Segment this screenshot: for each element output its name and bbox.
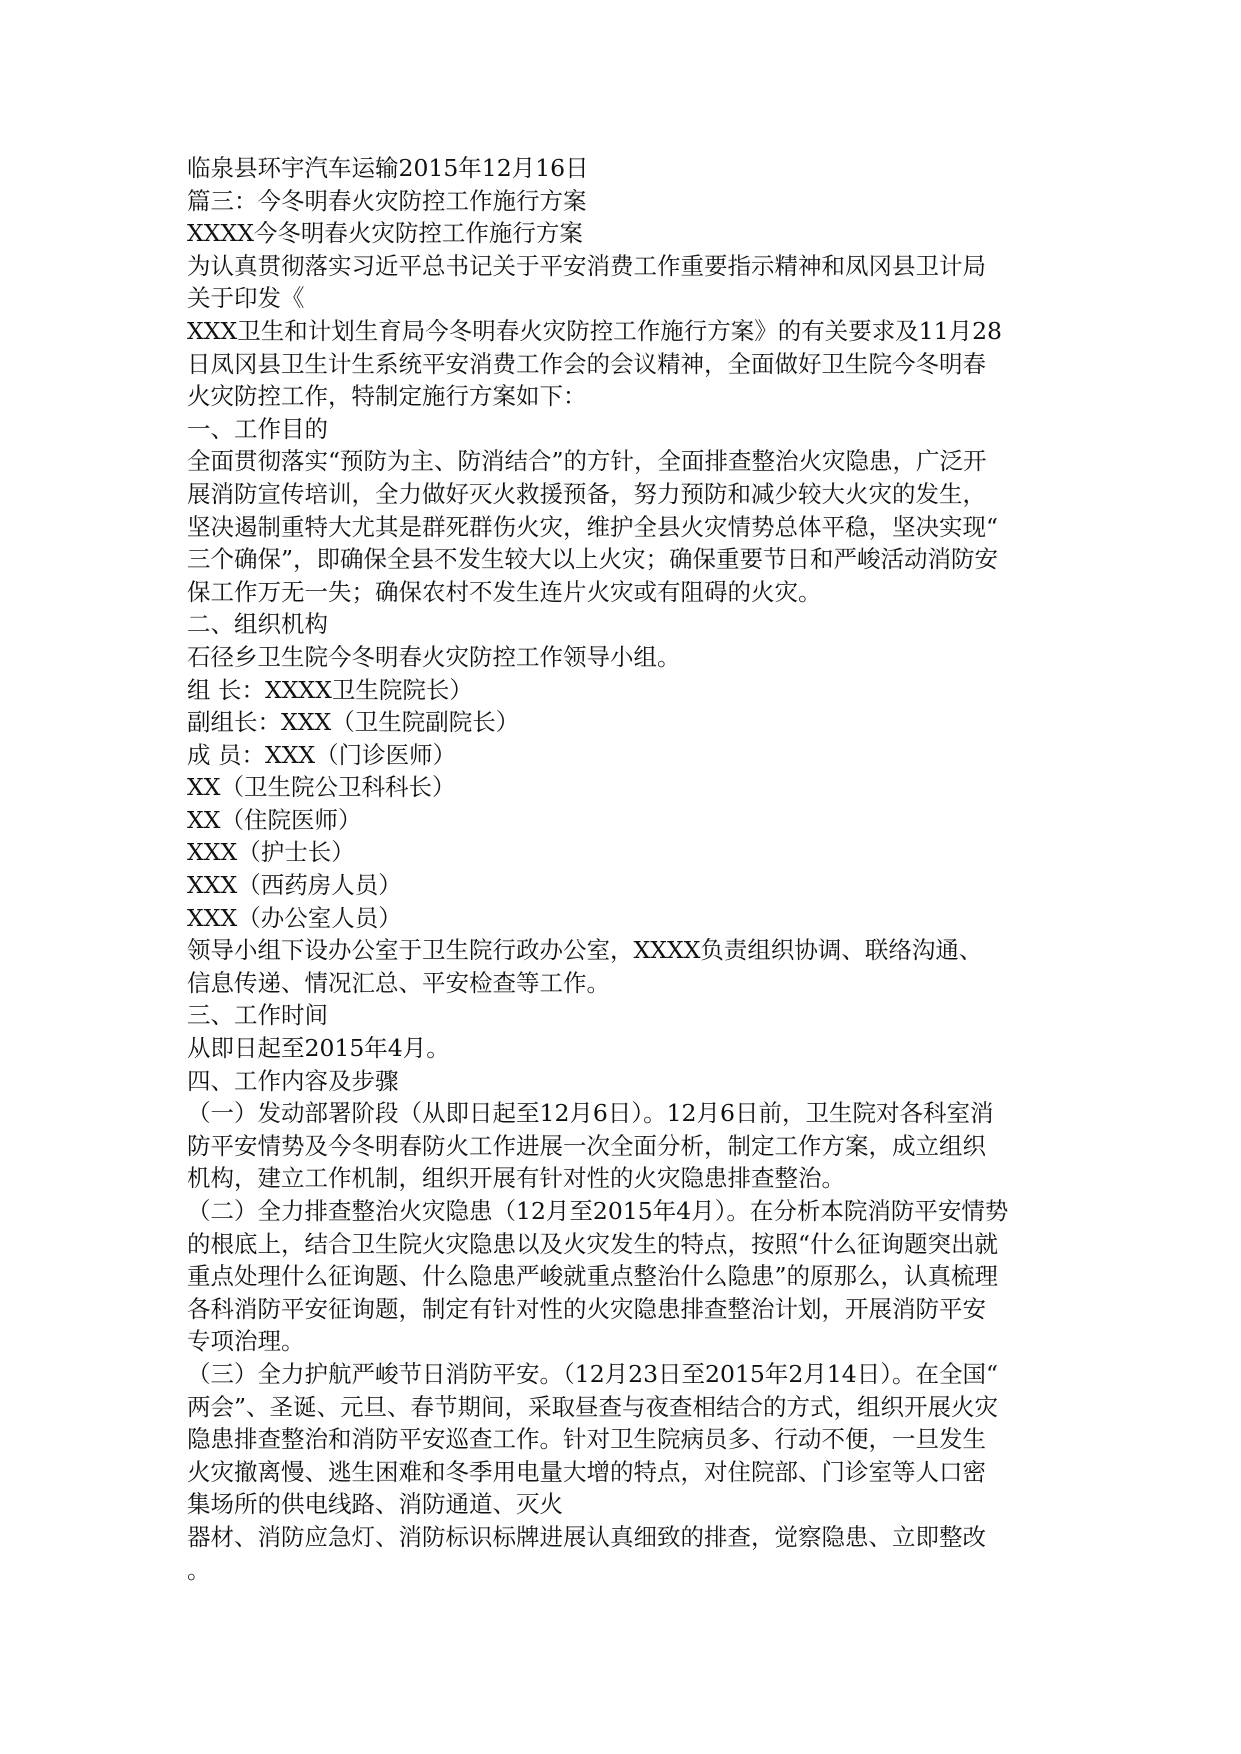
section-heading: 三、工作时间 bbox=[187, 1001, 328, 1030]
document-line: 展消防宣传培训，全力做好灭火救援预备，努力预防和减少较大火灾的发生， bbox=[187, 479, 986, 508]
document-line: 机构，建立工作机制，组织开展有针对性的火灾隐患排查整治。 bbox=[187, 1164, 845, 1193]
document-line: 保工作万无一失；确保农村不发生连片火灾或有阻碍的火灾。 bbox=[187, 577, 822, 606]
document-line: 成 员：XXX（门诊医师） bbox=[187, 740, 457, 769]
document-line: 为认真贯彻落实习近平总书记关于平安消费工作重要指示精神和凤冈县卫计局 bbox=[187, 251, 986, 280]
document-line: XXXX今冬明春火灾防控工作施行方案 bbox=[187, 219, 583, 248]
document-line: 组 长：XXXX卫生院院长） bbox=[187, 675, 473, 704]
document-line: 临泉县环宇汽车运输2015年12月16日 bbox=[187, 154, 589, 182]
document-line: 火灾防控工作，特制定施行方案如下： bbox=[187, 382, 587, 411]
document-line: 各科消防平安征询题，制定有针对性的火灾隐患排查整治计划，开展消防平安 bbox=[187, 1294, 986, 1323]
document-line: 防平安情势及今冬明春防火工作进展一次全面分析，制定工作方案，成立组织 bbox=[187, 1131, 986, 1160]
document-line: XXX（护士长） bbox=[187, 838, 355, 867]
section-heading: 四、工作内容及步骤 bbox=[187, 1066, 399, 1095]
document-line: （二）全力排查整治火灾隐患（12月至2015年4月）。在分析本院消防平安情势 bbox=[187, 1197, 1009, 1225]
document-line: 石径乡卫生院今冬明春火灾防控工作领导小组。 bbox=[187, 642, 681, 671]
document-body bbox=[187, 152, 1057, 1586]
document-line: 三个确保”，即确保全县不发生较大以上火灾；确保重要节日和严峻活动消防安 bbox=[187, 545, 999, 574]
document-line: （一）发动部署阶段（从即日起至12月6日）。12月6日前，卫生院对各科室消 bbox=[187, 1099, 994, 1128]
document-line: XX（住院医师） bbox=[187, 805, 362, 834]
document-line: XXX（西药房人员） bbox=[187, 871, 402, 900]
document-line: 全面贯彻落实“预防为主、防消结合”的方针，全面排查整治火灾隐患，广泛开 bbox=[187, 447, 987, 476]
document-line: 器材、消防应急灯、消防标识标牌进展认真细致的排查，觉察隐患、立即整改 bbox=[187, 1522, 986, 1551]
document-line: 篇三：今冬明春火灾防控工作施行方案 bbox=[187, 186, 587, 215]
document-line: 专项治理。 bbox=[187, 1327, 305, 1356]
document-line: 领导小组下设办公室于卫生院行政办公室，XXXX负责组织协调、联络沟通、 bbox=[187, 936, 983, 965]
document-line: （三）全力护航严峻节日消防平安。（12月23日至2015年2月14日）。在全国“ bbox=[187, 1359, 998, 1388]
document-line: XXX卫生和计划生育局今冬明春火灾防控工作施行方案》的有关要求及11月28 bbox=[187, 316, 1002, 345]
document-line: 火灾撤离慢、逃生困难和冬季用电量大增的特点，对住院部、门诊室等人口密 bbox=[187, 1457, 986, 1486]
document-line: 坚决遏制重特大尤其是群死群伤火灾，维护全县火灾情势总体平稳，坚决实现“ bbox=[187, 512, 999, 541]
document-line: 。 bbox=[187, 1555, 211, 1584]
document-line: 副组长：XXX（卫生院副院长） bbox=[187, 708, 520, 737]
document-line: 集场所的供电线路、消防通道、灭火 bbox=[187, 1490, 563, 1519]
document-line: 的根底上，结合卫生院火灾隐患以及火灾发生的特点，按照“什么征询题突出就 bbox=[187, 1229, 999, 1258]
document-line: XXX（办公室人员） bbox=[187, 903, 402, 932]
document-line: 日凤冈县卫生计生系统平安消费工作会的会议精神，全面做好卫生院今冬明春 bbox=[187, 349, 986, 378]
document-line: 从即日起至2015年4月。 bbox=[187, 1034, 450, 1063]
document-line: 信息传递、情况汇总、平安检查等工作。 bbox=[187, 968, 610, 997]
document-line: XX（卫生院公卫科科长） bbox=[187, 773, 456, 802]
section-heading: 二、组织机构 bbox=[187, 610, 328, 639]
document-line: 关于印发《 bbox=[187, 284, 305, 313]
document-line: 两会”、圣诞、元旦、春节期间，采取昼查与夜查相结合的方式，组织开展火灾 bbox=[187, 1392, 999, 1421]
section-heading: 一、工作目的 bbox=[187, 414, 328, 443]
document-line: 隐患排查整治和消防平安巡查工作。针对卫生院病员多、行动不便，一旦发生 bbox=[187, 1425, 986, 1454]
document-line: 重点处理什么征询题、什么隐患严峻就重点整治什么隐患”的原那么，认真梳理 bbox=[187, 1262, 999, 1291]
